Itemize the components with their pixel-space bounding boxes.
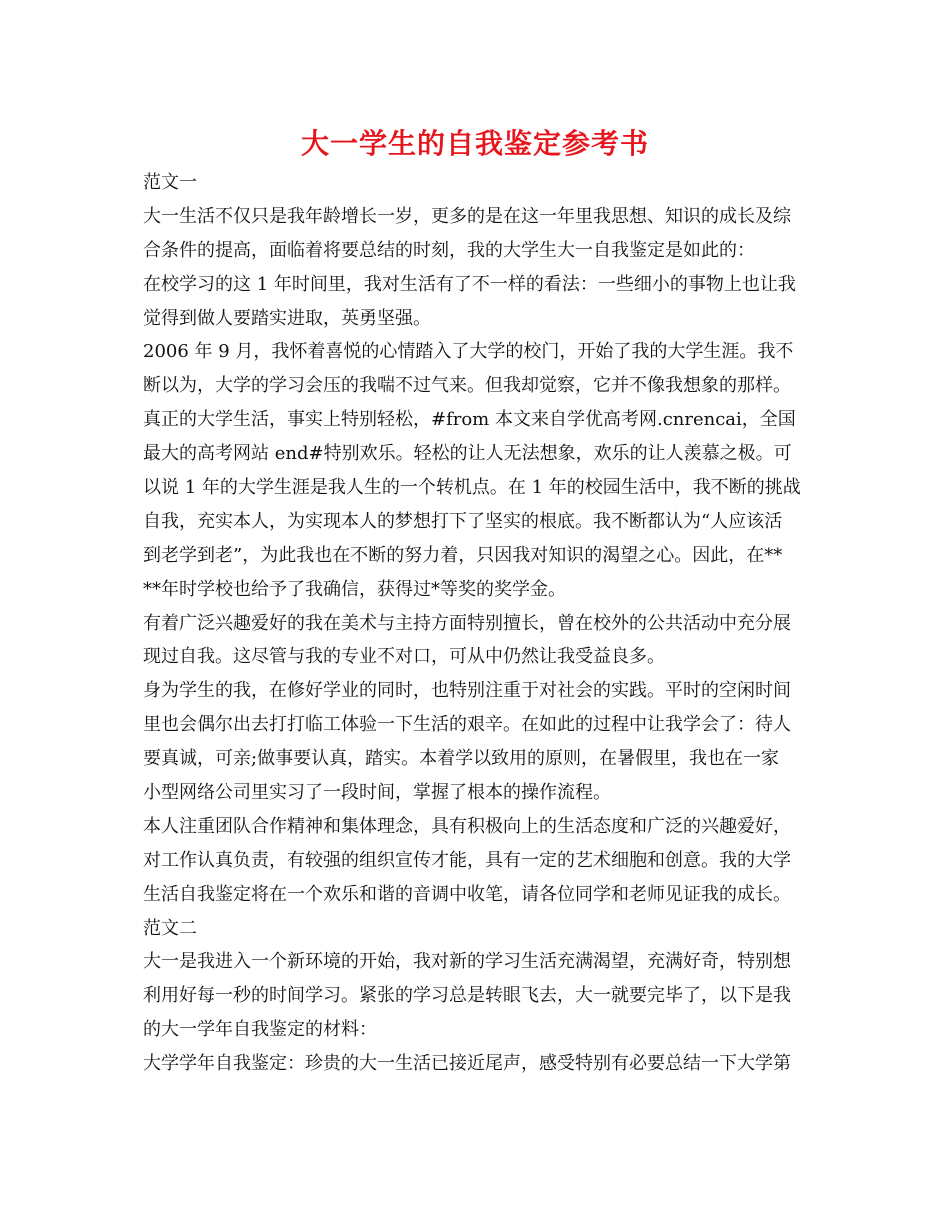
text-line: 大一是我进入一个新环境的开始，我对新的学习生活充满渴望，充满好奇，特别想 [143, 951, 791, 973]
text-line: **年时学校也给予了我确信，获得过*等奖的奖学金。 [143, 578, 566, 600]
text-line: 自我，充实本人，为实现本人的梦想打下了坚实的根底。我不断都认为“人应该活 [143, 510, 783, 532]
section-heading-1: 范文一 [143, 172, 197, 193]
text-line: 现过自我。这尽管与我的专业不对口，可从中仍然让我受益良多。 [143, 646, 665, 668]
text-line: 本人注重团队合作精神和集体理念，具有积极向上的生活态度和广泛的兴趣爱好， [143, 815, 791, 837]
text-line: 身为学生的我，在修好学业的同时，也特别注重于对社会的实践。平时的空闲时间 [143, 680, 791, 702]
text-line: 生活自我鉴定将在一个欢乐和谐的音调中收笔，请各位同学和老师见证我的成长。 [143, 883, 791, 905]
text-line: 到老学到老”，为此我也在不断的努力着，只因我对知识的渴望之心。因此，在** [143, 544, 783, 566]
text-line: 小型网络公司里实习了一段时间，掌握了根本的操作流程。 [143, 782, 611, 804]
text-line: 2006 年 9 月，我怀着喜悦的心情踏入了大学的校门，开始了我的大学生涯。我不 [143, 341, 794, 363]
text-line: 有着广泛兴趣爱好的我在美术与主持方面特别擅长，曾在校外的公共活动中充分展 [143, 612, 791, 634]
text-line: 大一生活不仅只是我年龄增长一岁，更多的是在这一年里我思想、知识的成长及综 [143, 205, 791, 227]
text-line: 利用好每一秒的时间学习。紧张的学习总是转眼飞去，大一就要完毕了，以下是我 [143, 985, 791, 1007]
text-line: 要真诚，可亲;做事要认真，踏实。本着学以致用的原则，在暑假里，我也在一家 [143, 748, 780, 770]
text-line: 最大的高考网站 end#特别欢乐。轻松的让人无法想象，欢乐的让人羡慕之极。可 [143, 443, 792, 465]
text-line: 里也会偶尔出去打打临工体验一下生活的艰辛。在如此的过程中让我学会了：待人 [143, 714, 791, 736]
text-line: 觉得到做人要踏实进取，英勇坚强。 [143, 307, 431, 329]
text-line: 真正的大学生活，事实上特别轻松，#from 本文来自学优高考网.cnrencai，全国 [143, 409, 796, 431]
text-line: 合条件的提高，面临着将要总结的时刻，我的大学生大一自我鉴定是如此的： [143, 239, 755, 261]
text-line: 在校学习的这 1 年时间里，我对生活有了不一样的看法：一些细小的事物上也让我 [143, 273, 796, 295]
section-heading-2: 范文二 [143, 917, 197, 939]
text-line: 以说 1 年的大学生涯是我人生的一个转机点。在 1 年的校园生活中，我不断的挑战 [143, 477, 801, 499]
text-line: 对工作认真负责，有较强的组织宣传才能，具有一定的艺术细胞和创意。我的大学 [143, 849, 791, 871]
text-line: 断以为，大学的学习会压的我喘不过气来。但我却觉察，它并不像我想象的那样。 [143, 375, 791, 397]
text-line: 的大一学年自我鉴定的材料： [143, 1019, 377, 1041]
text-line: 大学学年自我鉴定：珍贵的大一生活已接近尾声，感受特别有必要总结一下大学第 [143, 1053, 791, 1075]
document-title: 大一学生的自我鉴定参考书 [300, 127, 649, 160]
document-body [143, 166, 815, 1081]
